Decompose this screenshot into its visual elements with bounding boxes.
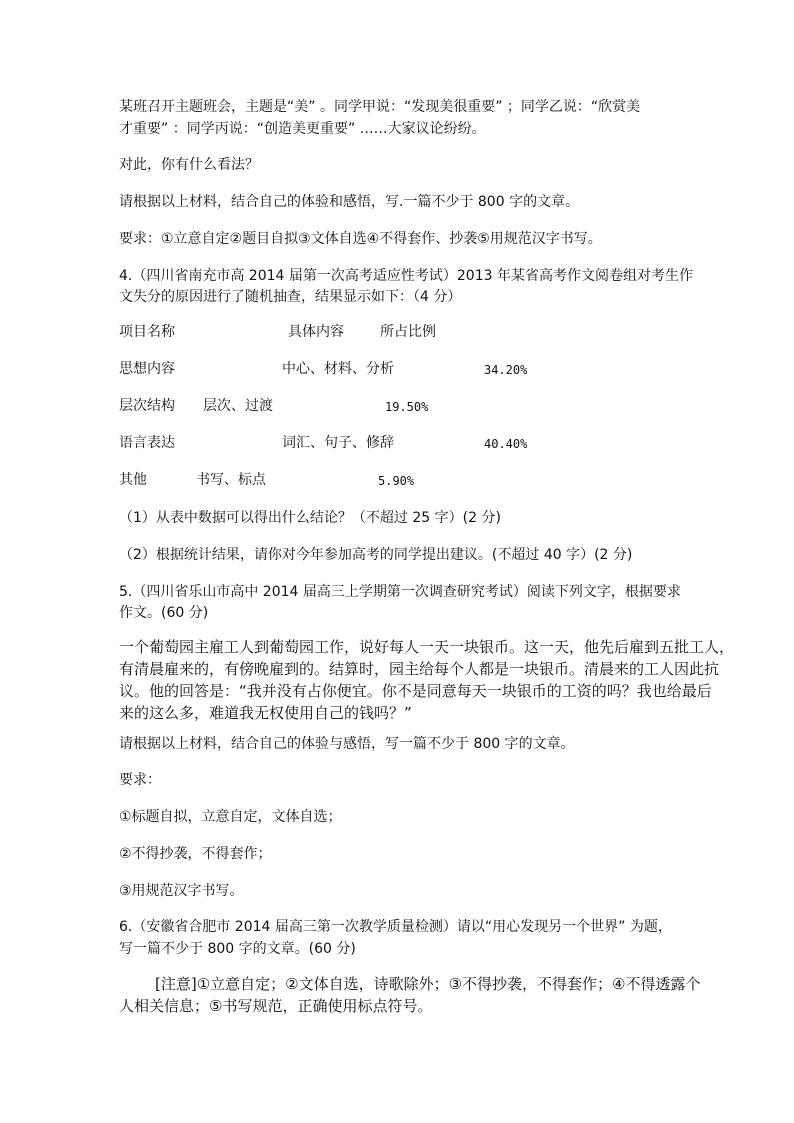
row-name: 其他 bbox=[119, 472, 147, 488]
q6-line2: 写一篇不少于 800 字的文章。(60 分) bbox=[119, 941, 356, 957]
q5-story-line2: 有清晨雇来的，有傍晚雇到的。结算时，园主给每个人都是一块银币。清晨来的工人因此抗 bbox=[119, 660, 720, 678]
row-content: 层次、过渡 bbox=[203, 398, 273, 414]
row-name: 思想内容 bbox=[119, 361, 175, 377]
q6-note-line2: 人相关信息；⑤书写规范，正确使用标点符号。 bbox=[119, 997, 433, 1015]
q4-line1: 4.（四川省南充市高 2014 届第一次高考适应性考试）2013 年某省高考作文阅卷组对考生作 bbox=[119, 268, 693, 284]
row-name: 层次结构 bbox=[119, 398, 175, 414]
row-ratio: 5.90% bbox=[378, 474, 415, 488]
table-header-content: 具体内容 bbox=[288, 324, 344, 340]
q5-line1: 5.（四川省乐山市高中 2014 届高三上学期第一次调查研究考试）阅读下列文字，根据要求 bbox=[119, 584, 681, 600]
q5-story-line1: 一个葡萄园主雇工人到葡萄园工作，说好每人一天一块银币。这一天，他先后雇到五批工人， bbox=[119, 638, 735, 656]
prompt3-question: 对此，你有什么看法？ bbox=[119, 157, 259, 173]
row-ratio: 19.50% bbox=[385, 400, 429, 414]
row-ratio: 34.20% bbox=[484, 363, 528, 377]
table-header-ratio: 所占比例 bbox=[380, 324, 436, 340]
row-content: 词汇、句子、修辞 bbox=[282, 435, 394, 451]
prompt3-requirements: 要求：①立意自定②题目自拟③文体自选④不得套作、抄袭⑤用规范汉字书写。 bbox=[119, 231, 602, 247]
q5-requirement-1: ①标题自拟，立意自定，文体自选； bbox=[119, 809, 342, 825]
q5-requirement-2: ②不得抄袭，不得套作； bbox=[119, 846, 272, 862]
prompt3-line2: 才重要” ：同学丙说：“创造美更重要” ……大家议论纷纷。 bbox=[119, 121, 486, 137]
q5-requirements-label: 要求： bbox=[119, 772, 161, 788]
q6-line1: 6.（安徽省合肥市 2014 届高三第一次教学质量检测）请以“用心发现另一个世界” 为题， bbox=[119, 919, 672, 935]
q5-story-line3: 议。他的回答是：“我并没有占你便宜。你不是同意每天一块银币的工资的吗？我也给最后 bbox=[119, 682, 712, 700]
q5-requirement-3: ③用规范汉字书写。 bbox=[119, 883, 244, 899]
prompt3-line1: 某班召开主题班会，主题是“美” 。同学甲说：“发现美很重要” ；同学乙说：“欣赏美 bbox=[119, 99, 641, 115]
row-content: 书写、标点 bbox=[196, 472, 266, 488]
row-content: 中心、材料、分析 bbox=[282, 361, 394, 377]
row-ratio: 40.40% bbox=[484, 437, 528, 451]
row-name: 语言表达 bbox=[119, 435, 175, 451]
table-header-name: 项目名称 bbox=[119, 324, 175, 340]
prompt3-task: 请根据以上材料，结合自己的体验和感悟，写.一篇不少于 800 字的文章。 bbox=[119, 194, 580, 210]
q4-sub1: （1）从表中数据可以得出什么结论？（不超过 25 字）(2 分) bbox=[119, 510, 501, 526]
q5-story-line4: 来的这么多，难道我无权使用自己的钱吗？” bbox=[119, 704, 412, 722]
q5-line2: 作文。(60 分) bbox=[119, 605, 209, 621]
q4-line2: 文失分的原因进行了随机抽查，结果显示如下：（4 分） bbox=[119, 289, 462, 305]
q5-task: 请根据以上材料，结合自己的体验与感悟，写一篇不少于 800 字的文章。 bbox=[119, 736, 575, 752]
q4-sub2: （2）根据统计结果，请你对今年参加高考的同学提出建议。(不超过 40 字）(2 分) bbox=[119, 547, 633, 563]
q6-note-line1: [注意]①立意自定；②文体自选，诗歌除外；③不得抄袭，不得套作；④不得透露个 bbox=[155, 975, 701, 993]
